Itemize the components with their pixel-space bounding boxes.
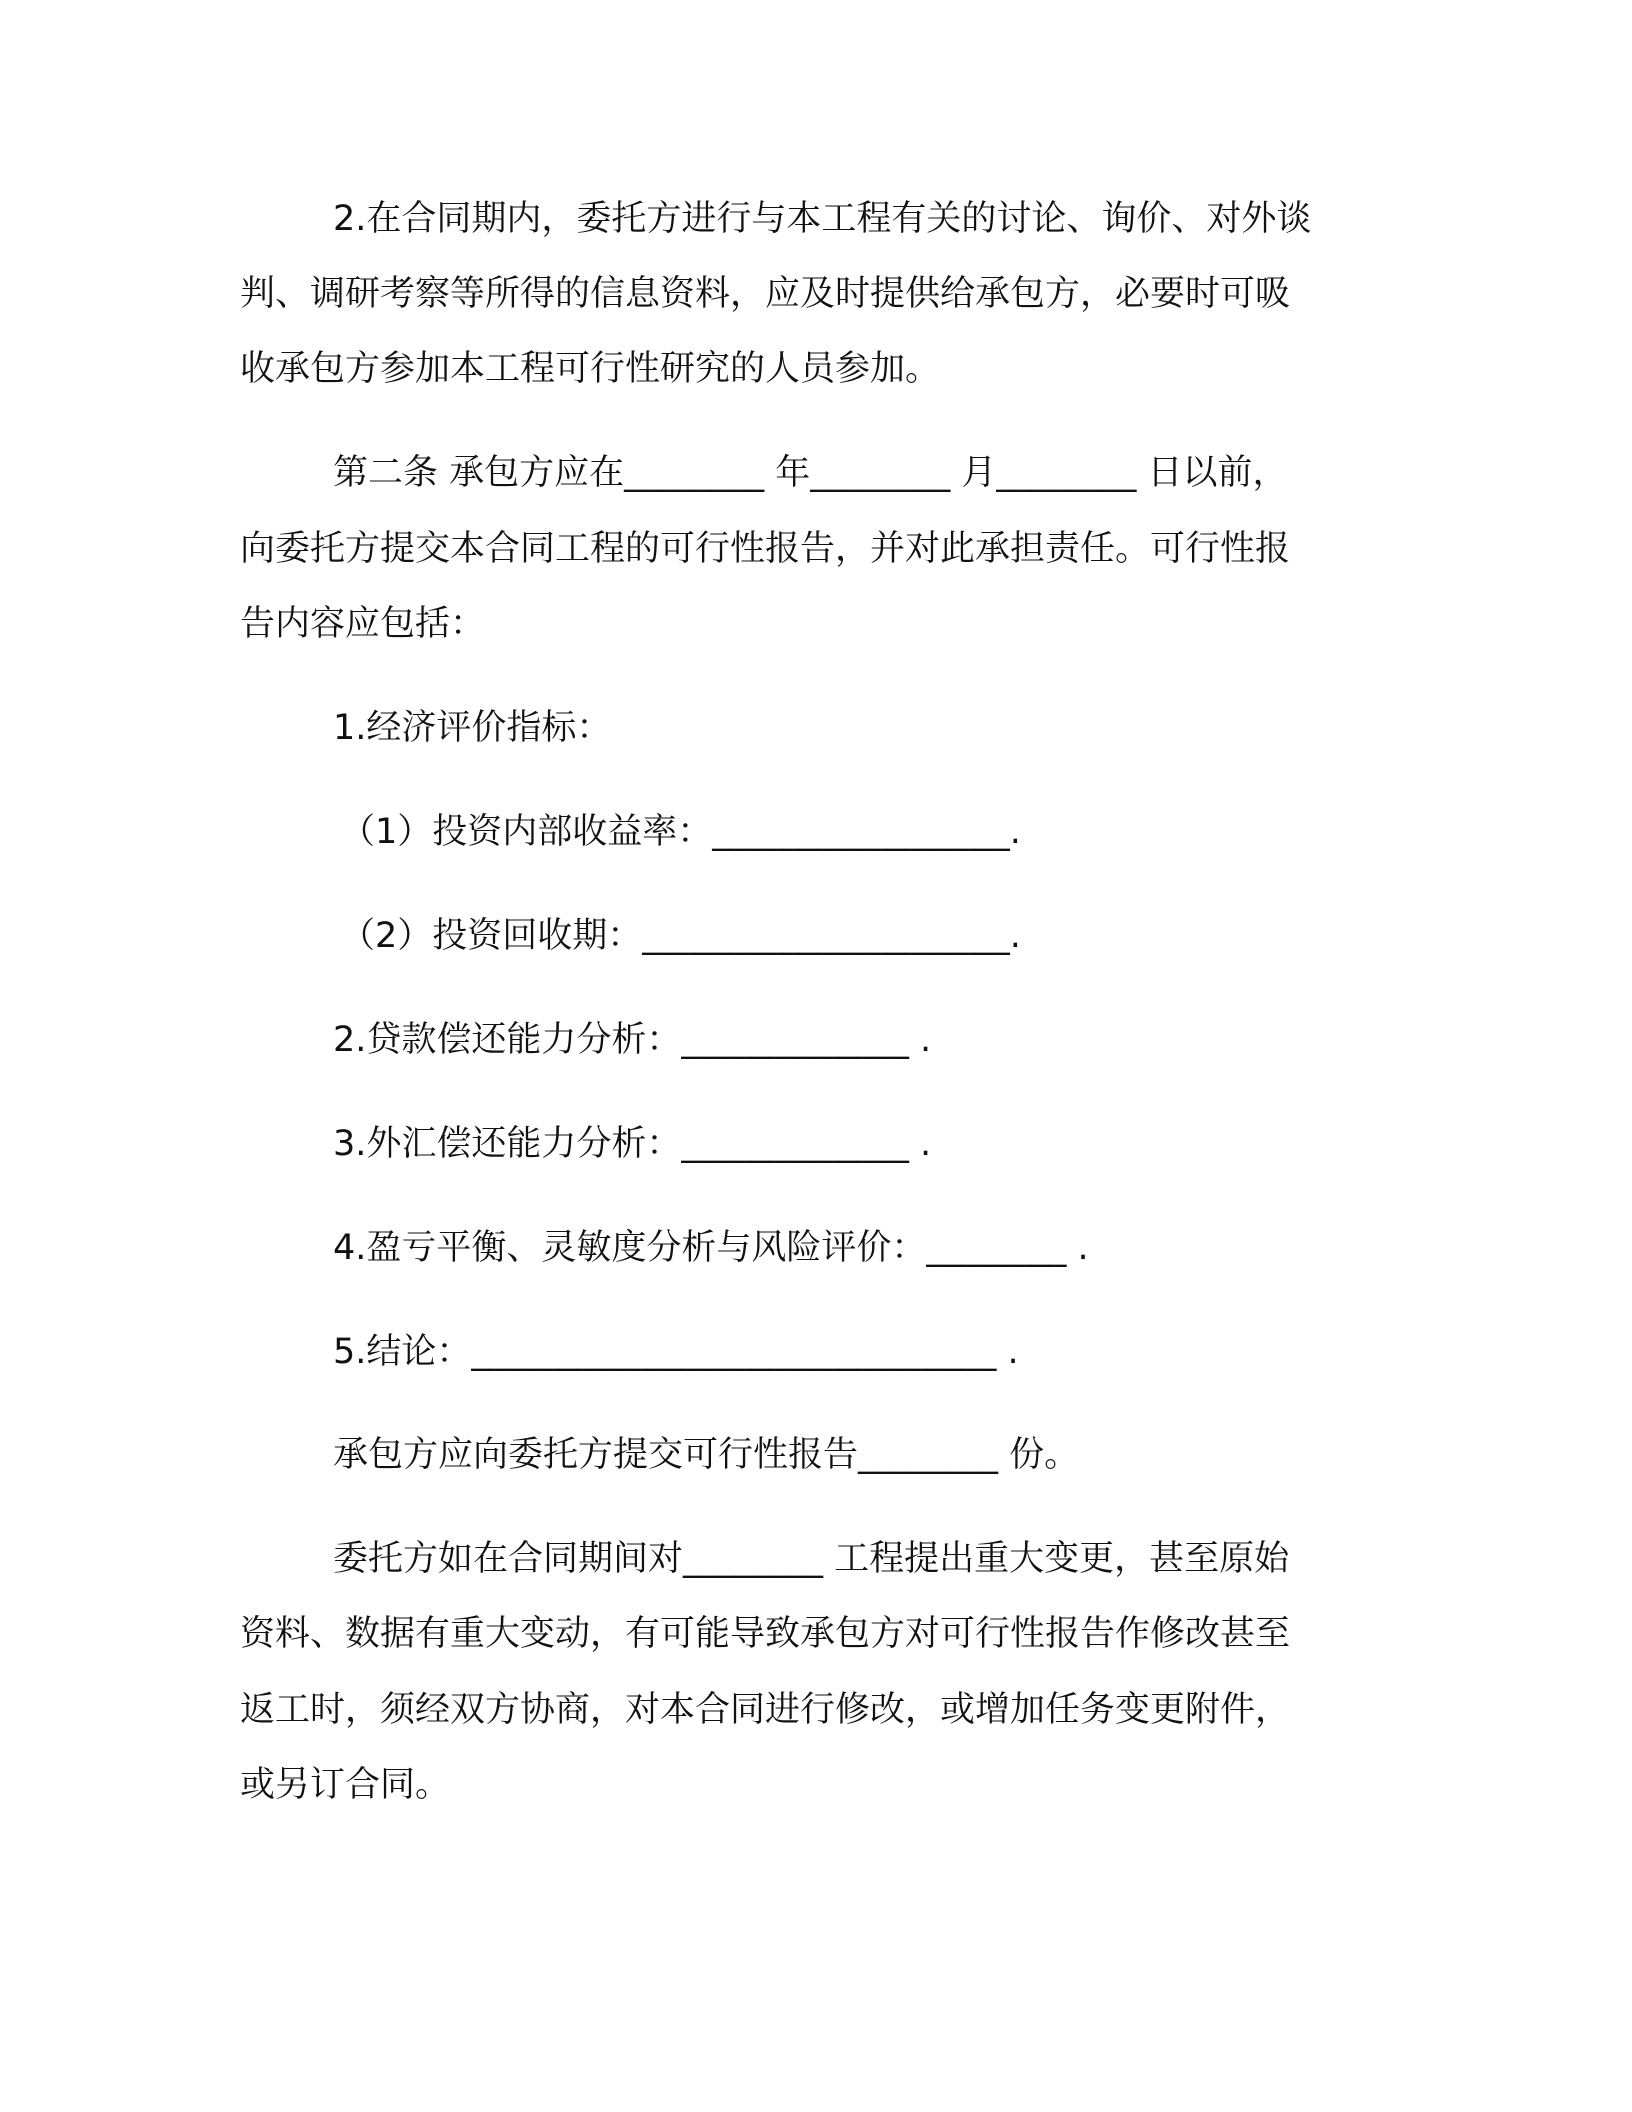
list-subitem-irr: （1）投资内部收益率：_________________. bbox=[340, 812, 1021, 852]
list-item-economic-indicators: 1.经济评价指标： bbox=[333, 708, 612, 748]
article-2-line-2: 向委托方提交本合同工程的可行性报告，并对此承担责任。可行性报 bbox=[240, 529, 1291, 569]
article-2-line-3: 告内容应包括： bbox=[240, 604, 486, 644]
list-item-loan-repayment: 2.贷款偿还能力分析：_____________ . bbox=[333, 1020, 932, 1060]
paragraph-1-line-2: 判、调研考察等所得的信息资料，应及时提供给承包方，必要时可吸 bbox=[240, 274, 1291, 314]
copies-paragraph: 承包方应向委托方提交可行性报告________ 份。 bbox=[333, 1435, 1080, 1475]
paragraph-3-line-4: 或另订合同。 bbox=[240, 1765, 451, 1805]
paragraph-1-line-3: 收承包方参加本工程可行性研究的人员参加。 bbox=[240, 349, 941, 389]
list-item-forex-repayment: 3.外汇偿还能力分析：_____________ . bbox=[333, 1124, 932, 1164]
paragraph-1-line-1: 2.在合同期内，委托方进行与本工程有关的讨论、询价、对外谈 bbox=[333, 199, 1312, 239]
paragraph-3-line-2: 资料、数据有重大变动，有可能导致承包方对可行性报告作修改甚至 bbox=[240, 1614, 1291, 1654]
article-2-line-1: 第二条 承包方应在________ 年________ 月________ 日以前， bbox=[333, 453, 1288, 493]
paragraph-3-line-3: 返工时，须经双方协商，对本合同进行修改，或增加任务变更附件， bbox=[240, 1690, 1291, 1730]
list-item-conclusion: 5.结论：______________________________ . bbox=[333, 1332, 1019, 1372]
list-subitem-payback: （2）投资回收期：_____________________. bbox=[340, 916, 1021, 956]
list-item-breakeven: 4.盈亏平衡、灵敏度分析与风险评价：________ . bbox=[333, 1228, 1089, 1268]
paragraph-3-line-1: 委托方如在合同期间对________ 工程提出重大变更，甚至原始 bbox=[333, 1539, 1290, 1579]
